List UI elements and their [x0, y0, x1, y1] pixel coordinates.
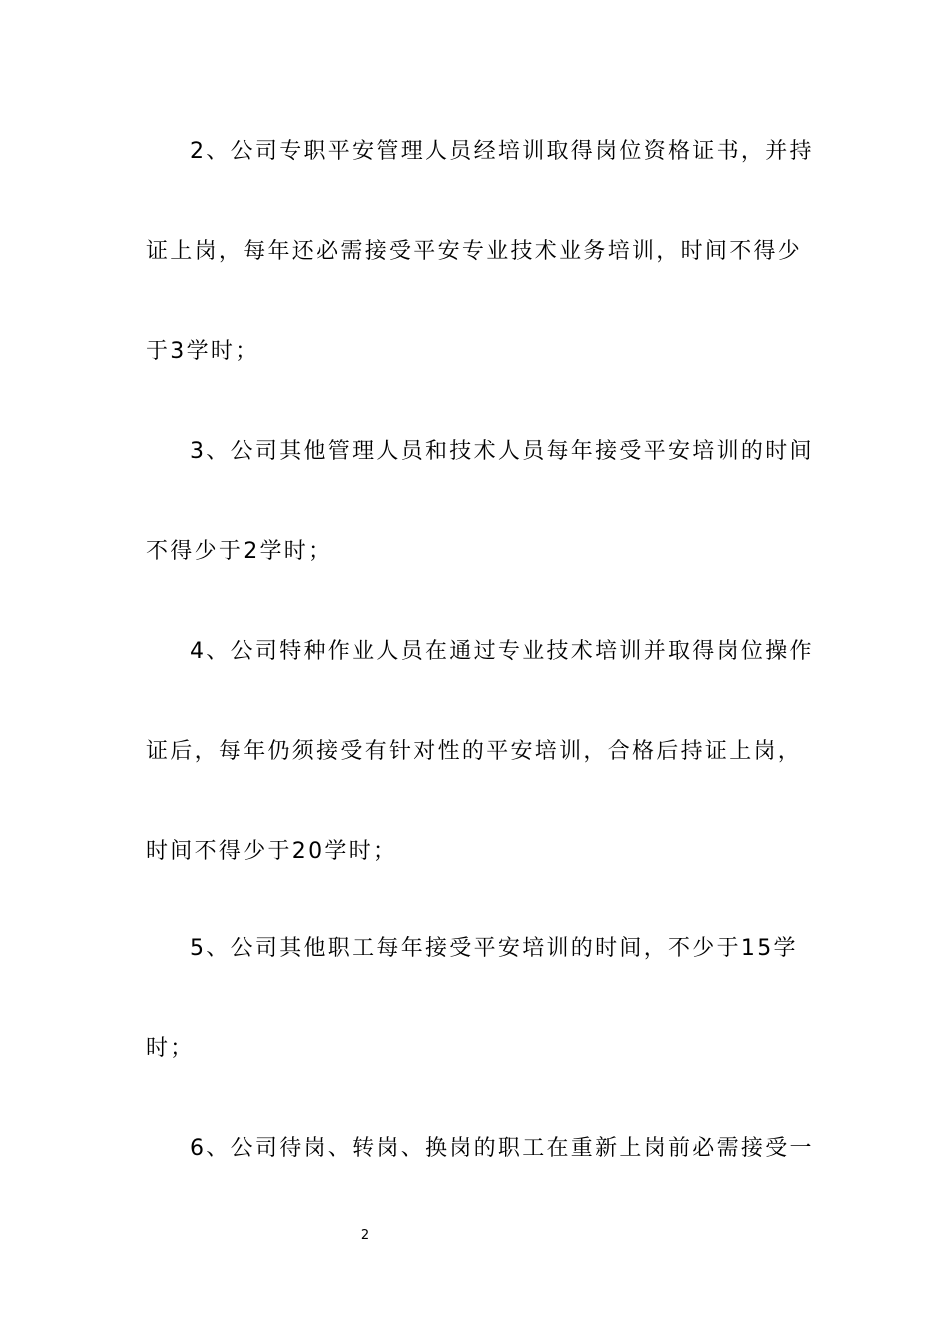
- paragraph-5-line-2: 时；: [146, 1036, 195, 1061]
- page-number: 2: [360, 1228, 370, 1243]
- paragraph-5-line-1: 5、公司其他职工每年接受平安培训的时间，不少于15学: [190, 936, 798, 961]
- paragraph-6-line-1: 6、公司待岗、转岗、换岗的职工在重新上岗前必需接受一: [190, 1136, 814, 1161]
- paragraph-4-line-3: 时间不得少于20学时；: [146, 839, 398, 864]
- paragraph-4-line-2: 证后，每年仍须接受有针对性的平安培训，合格后持证上岗，: [146, 739, 803, 764]
- paragraph-4-line-1: 4、公司特种作业人员在通过专业技术培训并取得岗位操作: [190, 639, 814, 664]
- paragraph-3-line-2: 不得少于2学时；: [146, 539, 333, 564]
- paragraph-2-line-2: 证上岗，每年还必需接受平安专业技术业务培训，时间不得少: [146, 239, 803, 264]
- paragraph-2-line-1: 2、公司专职平安管理人员经培训取得岗位资格证书，并持: [190, 139, 814, 164]
- paragraph-2-line-3: 于3学时；: [146, 339, 260, 364]
- paragraph-3-line-1: 3、公司其他管理人员和技术人员每年接受平安培训的时间: [190, 439, 814, 464]
